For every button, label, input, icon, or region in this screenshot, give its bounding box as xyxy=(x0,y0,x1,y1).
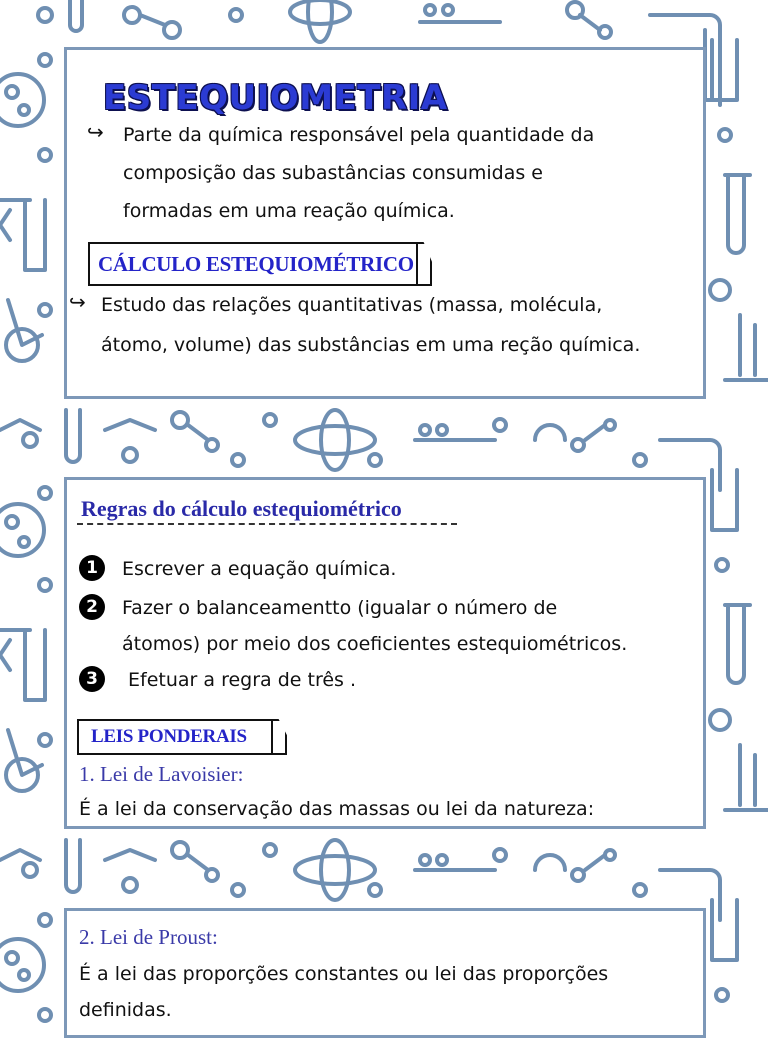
definition-line-2: composição das subastâncias consumidas e xyxy=(123,162,543,184)
estequiometria-card xyxy=(64,47,706,399)
law-2-text-line-2: definidas. xyxy=(79,999,172,1021)
rule-3-text: Efetuar a regra de três . xyxy=(122,669,357,691)
page-title: ESTEQUIOMETRIA xyxy=(103,78,448,118)
lei-proust-card xyxy=(64,908,706,1038)
rule-number-badge: 3 xyxy=(79,666,105,692)
calculo-line-1: Estudo das relações quantitativas (massa, molécula, xyxy=(101,294,603,316)
law-2-text-line-1: É a lei das proporções constantes ou lei das proporções xyxy=(79,963,609,985)
calculo-estequiometrico-tag: CÁLCULO ESTEQUIOMÉTRICO xyxy=(88,242,418,286)
rule-number-badge: 2 xyxy=(79,594,105,620)
regras-card xyxy=(64,477,706,829)
curved-arrow-icon: ↪ xyxy=(69,290,86,314)
rules-title: Regras do cálculo estequiométrico xyxy=(81,496,402,521)
calculo-line-2: átomo, volume) das substâncias em uma reção química. xyxy=(101,334,641,356)
law-1-title: 1. Lei de Lavoisier: xyxy=(79,762,244,786)
dashed-divider xyxy=(77,523,457,525)
leis-ponderais-tag: LEIS PONDERAIS xyxy=(77,719,273,755)
rule-1-text: Escrever a equação química. xyxy=(122,558,397,580)
curved-arrow-icon: ↪ xyxy=(87,120,104,144)
law-2-title: 2. Lei de Proust: xyxy=(79,925,218,949)
definition-line-1: Parte da química responsável pela quantidade da xyxy=(123,124,595,146)
definition-line-3: formadas em uma reação química. xyxy=(123,200,455,222)
rule-2-text-line-1: Fazer o balanceamentto (igualar o número de xyxy=(122,597,558,619)
law-1-text: É a lei da conservação das massas ou lei da natureza: xyxy=(79,798,595,820)
rule-number-badge: 1 xyxy=(79,555,105,581)
rule-2-text-line-2: átomos) por meio dos coeficientes estequiométricos. xyxy=(122,633,628,655)
